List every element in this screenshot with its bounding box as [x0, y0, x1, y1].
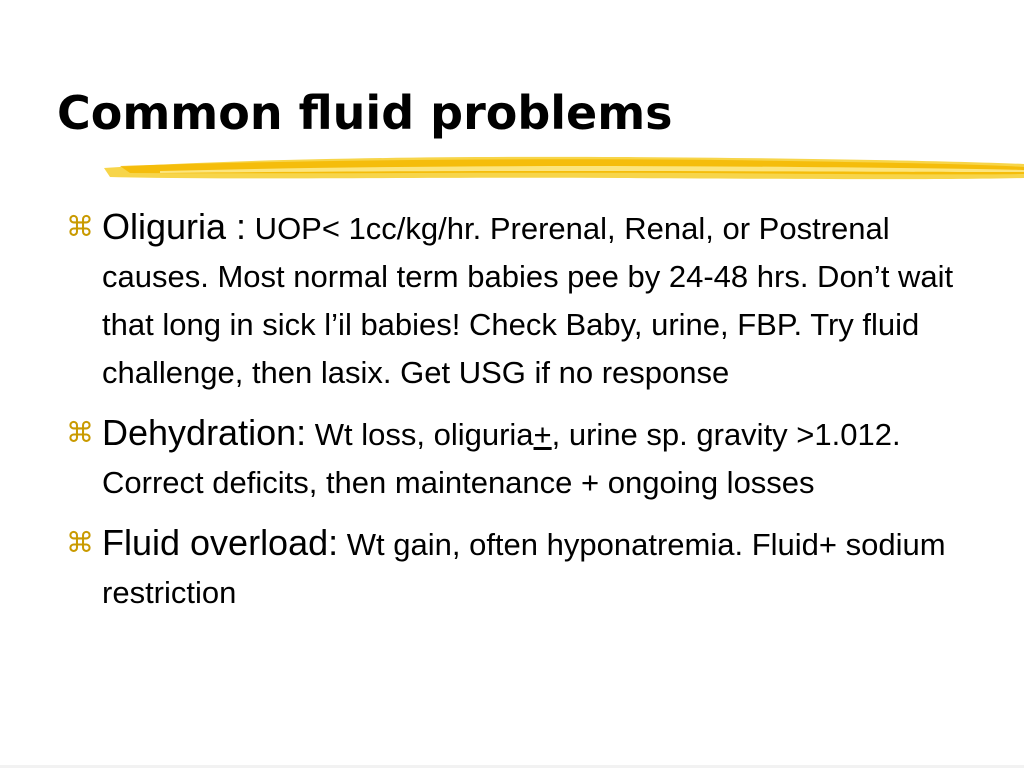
dehydration-description-start: Wt loss, oliguria	[306, 417, 534, 452]
dehydration-description-end: , urine sp. gravity >1.012. Correct deficits, then maintenance + ongoing losses	[102, 417, 901, 500]
term-fluid-overload: Fluid overload:	[102, 522, 339, 563]
bullet-list	[66, 203, 956, 617]
fluid-overload-description: Wt gain, often hyponatremia. Fluid+ sodium restriction	[102, 527, 946, 610]
bullet-fluid-overload	[66, 519, 956, 617]
command-key-bullet-icon: ⌘	[66, 526, 94, 559]
title-underline-brush-stroke	[100, 152, 1024, 186]
term-dehydration: Dehydration:	[102, 412, 307, 453]
bullet-dehydration	[66, 409, 956, 507]
slide-title: Common fluid problems	[57, 86, 673, 140]
oliguria-description: UOP< 1cc/kg/hr. Prerenal, Renal, or Postrenal causes. Most normal term babies pee by 24-48 hrs. Don’t wait that long in sick l’il babies! Check Baby, urine, FBP. Try fluid challenge, then lasix. Get USG if no response	[102, 211, 954, 390]
term-oliguria: Oliguria :	[102, 206, 247, 247]
plus-minus-sign: +	[533, 417, 552, 452]
command-key-bullet-icon: ⌘	[66, 416, 94, 449]
bullet-oliguria	[66, 203, 956, 397]
command-key-bullet-icon: ⌘	[66, 210, 94, 243]
